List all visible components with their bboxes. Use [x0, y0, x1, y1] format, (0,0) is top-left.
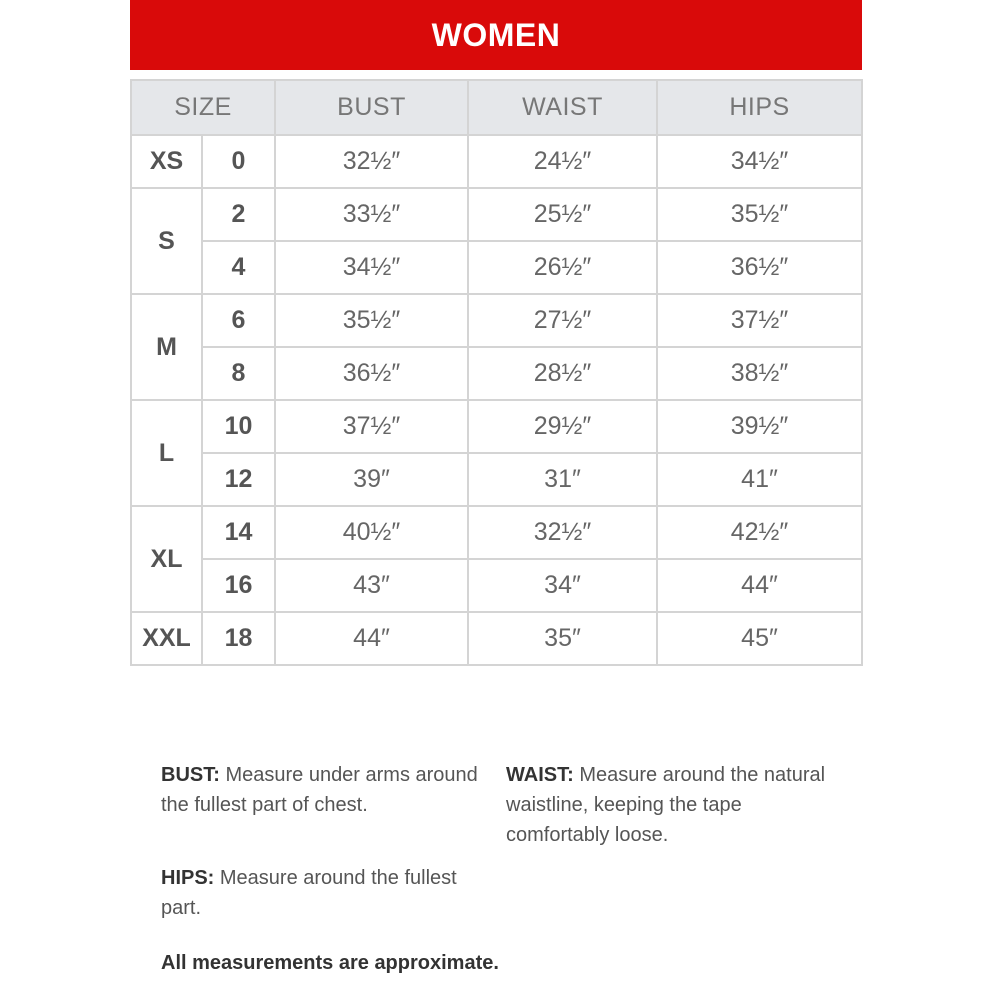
waist-cell: 32½″	[468, 506, 657, 559]
header-waist: WAIST	[468, 80, 657, 135]
hips-cell: 35½″	[657, 188, 862, 241]
bust-cell: 44″	[275, 612, 468, 665]
bust-cell: 40½″	[275, 506, 468, 559]
hips-cell: 39½″	[657, 400, 862, 453]
note-hips	[161, 863, 461, 923]
header-hips: HIPS	[657, 80, 862, 135]
waist-cell: 35″	[468, 612, 657, 665]
bust-cell: 33½″	[275, 188, 468, 241]
note-bust	[161, 760, 506, 820]
note-waist	[506, 760, 846, 850]
size-number: 2	[202, 188, 275, 241]
note-bust-label: BUST:	[161, 764, 220, 786]
size-letter: XL	[131, 506, 202, 612]
bust-cell: 36½″	[275, 347, 468, 400]
size-number: 8	[202, 347, 275, 400]
bust-cell: 43″	[275, 559, 468, 612]
table-row	[131, 135, 862, 188]
size-letter: XXL	[131, 612, 202, 665]
hips-cell: 37½″	[657, 294, 862, 347]
header-bust: BUST	[275, 80, 468, 135]
note-hips-text: Measure around the fullest part.	[161, 867, 457, 919]
table-row	[131, 559, 862, 612]
note-hips-label: HIPS:	[161, 867, 215, 889]
waist-cell: 31″	[468, 453, 657, 506]
table-row	[131, 294, 862, 347]
waist-cell: 29½″	[468, 400, 657, 453]
chart-title: WOMEN	[130, 0, 862, 70]
waist-cell: 25½″	[468, 188, 657, 241]
table-row	[131, 347, 862, 400]
size-letter: L	[131, 400, 202, 506]
note-waist-text: Measure around the natural waistline, keeping the tape comfortably loose.	[506, 764, 826, 846]
hips-cell: 45″	[657, 612, 862, 665]
hips-cell: 41″	[657, 453, 862, 506]
note-approximate: All measurements are approximate.	[161, 952, 499, 974]
size-number: 14	[202, 506, 275, 559]
bust-cell: 35½″	[275, 294, 468, 347]
waist-cell: 26½″	[468, 241, 657, 294]
table-row	[131, 612, 862, 665]
size-number: 0	[202, 135, 275, 188]
hips-cell: 38½″	[657, 347, 862, 400]
hips-cell: 36½″	[657, 241, 862, 294]
size-number: 16	[202, 559, 275, 612]
size-number: 4	[202, 241, 275, 294]
table-row	[131, 506, 862, 559]
bust-cell: 34½″	[275, 241, 468, 294]
size-letter: M	[131, 294, 202, 400]
waist-cell: 27½″	[468, 294, 657, 347]
bust-cell: 39″	[275, 453, 468, 506]
note-bust-text: Measure under arms around the fullest part of chest.	[161, 764, 478, 816]
waist-cell: 24½″	[468, 135, 657, 188]
table-row	[131, 188, 862, 241]
table-row	[131, 400, 862, 453]
table-row	[131, 241, 862, 294]
waist-cell: 34″	[468, 559, 657, 612]
hips-cell: 34½″	[657, 135, 862, 188]
hips-cell: 42½″	[657, 506, 862, 559]
table-row	[131, 453, 862, 506]
size-number: 6	[202, 294, 275, 347]
note-waist-label: WAIST:	[506, 764, 574, 786]
bust-cell: 37½″	[275, 400, 468, 453]
size-chart-table	[130, 79, 863, 666]
bust-cell: 32½″	[275, 135, 468, 188]
hips-cell: 44″	[657, 559, 862, 612]
waist-cell: 28½″	[468, 347, 657, 400]
size-rows	[131, 135, 862, 665]
header-row	[131, 80, 862, 135]
size-letter: S	[131, 188, 202, 294]
size-number: 18	[202, 612, 275, 665]
header-size: SIZE	[131, 80, 275, 135]
size-letter: XS	[131, 135, 202, 188]
size-number: 10	[202, 400, 275, 453]
size-number: 12	[202, 453, 275, 506]
